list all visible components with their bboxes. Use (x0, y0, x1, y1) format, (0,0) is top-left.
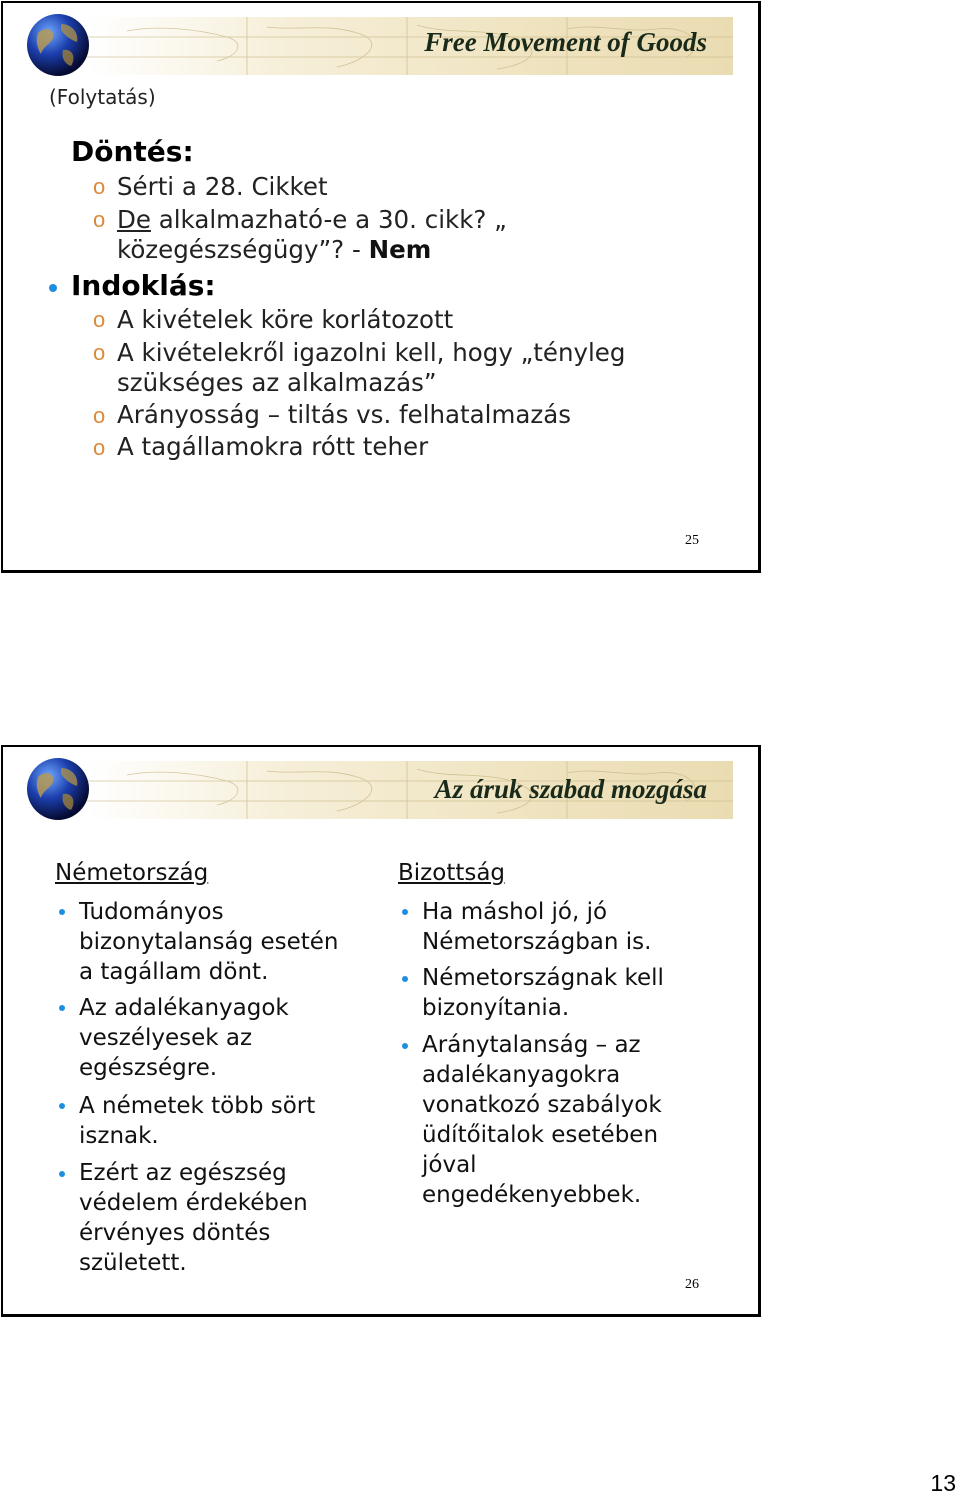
list-item-line: engedékenyebbek. (422, 1182, 642, 1208)
document-page-number: 13 (930, 1470, 956, 1496)
list-item: Németországnak kell (422, 965, 664, 991)
title-banner (87, 17, 733, 75)
decision-item-text: közegészségügy”? - (117, 235, 369, 264)
o-bullet: o (93, 174, 106, 199)
slide-title: Free Movement of Goods (424, 27, 707, 57)
list-item-line: Németországban is. (422, 929, 652, 955)
decision-answer: Nem (368, 235, 432, 264)
o-bullet: o (93, 435, 106, 460)
slide-25 (1, 1, 761, 573)
reasoning-item: Arányosság – tiltás vs. felhatalmazás (117, 400, 572, 429)
list-item-line: a tagállam dönt. (79, 959, 269, 985)
bullet-dot (402, 1043, 408, 1049)
reasoning-item-continuation: szükséges az alkalmazás” (117, 368, 437, 397)
o-bullet: o (93, 403, 106, 428)
commission-heading: Bizottság (398, 860, 506, 886)
list-item: Ha máshol jó, jó (422, 899, 608, 925)
decision-item-continuation (117, 234, 431, 265)
title-banner (87, 761, 733, 819)
list-item-line: bizonytalanság esetén (79, 929, 339, 955)
list-item-line: bizonyítania. (422, 995, 570, 1021)
globe-icon (25, 12, 91, 78)
list-item-line: üdítőitalok esetében (422, 1122, 659, 1148)
bullet-dot (59, 1103, 65, 1109)
list-item: Ezért az egészség (79, 1160, 287, 1186)
o-bullet: o (93, 307, 106, 332)
reasoning-item: A kivételek köre korlátozott (117, 305, 454, 334)
decision-item-text: alkalmazható-e a 30. cikk? „ (150, 205, 507, 234)
reasoning-heading: Indoklás: (71, 269, 216, 302)
list-item-line: védelem érdekében (79, 1190, 308, 1216)
slide-page-number: 26 (685, 1277, 699, 1292)
decision-item (117, 204, 507, 235)
reasoning-item: A tagállamokra rótt teher (117, 432, 429, 461)
reasoning-item: A kivételekről igazolni kell, hogy „tényleg (117, 338, 626, 367)
list-item-line: veszélyesek az (79, 1025, 253, 1051)
list-item-line: egészségre. (79, 1055, 218, 1081)
globe-icon (25, 756, 91, 822)
slide-title: Az áruk szabad mozgása (434, 774, 707, 804)
germany-heading: Németország (55, 860, 209, 886)
list-item-line: adalékanyagokra (422, 1062, 621, 1088)
list-item: Az adalékanyagok (79, 995, 289, 1021)
list-item-line: született. (79, 1250, 187, 1276)
continuation-label: (Folytatás) (49, 85, 156, 109)
bullet-dot (59, 1005, 65, 1011)
list-item-line: vonatkozó szabályok (422, 1092, 662, 1118)
list-item-line: érvényes döntés (79, 1220, 271, 1246)
underlined-word: De (117, 205, 151, 234)
decision-heading: Döntés: (71, 135, 194, 168)
list-item: A németek több sört (79, 1093, 316, 1119)
bullet-dot (49, 284, 57, 292)
bullet-dot (59, 909, 65, 915)
bullet-dot (402, 976, 408, 982)
decision-item: Sérti a 28. Cikket (117, 172, 328, 201)
list-item-line: jóval (422, 1152, 477, 1178)
o-bullet: o (93, 207, 106, 232)
slide-page-number: 25 (685, 533, 699, 548)
bullet-dot (59, 1171, 65, 1177)
bullet-dot (402, 909, 408, 915)
list-item-line: isznak. (79, 1123, 159, 1149)
slide-26 (1, 745, 761, 1317)
list-item: Tudományos (79, 899, 224, 925)
list-item: Aránytalanság – az (422, 1032, 641, 1058)
o-bullet: o (93, 340, 106, 365)
